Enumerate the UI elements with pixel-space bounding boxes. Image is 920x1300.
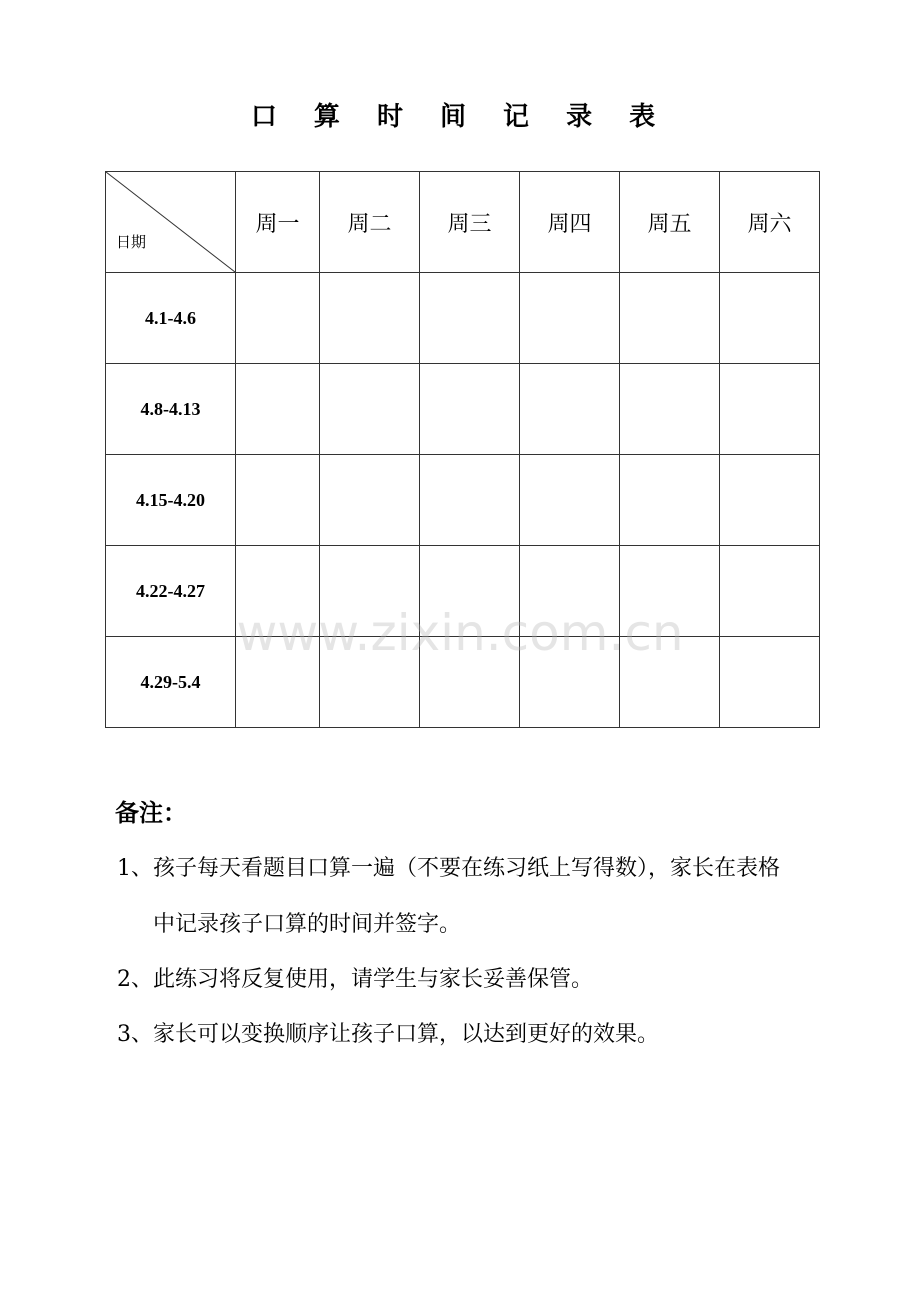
corner-label-date: 日期 (116, 233, 147, 251)
record-cell[interactable] (320, 455, 420, 546)
header-day-fri: 周五 (620, 172, 720, 273)
record-cell[interactable] (520, 546, 620, 637)
page-title: 口 算 时 间 记 录 表 (250, 102, 670, 132)
record-cell[interactable] (620, 273, 720, 364)
record-cell[interactable] (420, 546, 520, 637)
record-cell[interactable] (520, 455, 620, 546)
notes-title: 备注： (115, 799, 187, 827)
record-cell[interactable] (236, 273, 320, 364)
record-cell[interactable] (236, 364, 320, 455)
record-cell[interactable] (320, 546, 420, 637)
record-cell[interactable] (620, 546, 720, 637)
table-row (106, 637, 820, 728)
record-cell[interactable] (320, 637, 420, 728)
note-item-2: 2、此练习将反复使用，请学生与家长妥善保管。 (117, 967, 593, 992)
record-cell[interactable] (720, 455, 820, 546)
row-date-label: 4.22-4.27 (106, 546, 236, 637)
record-cell[interactable] (520, 364, 620, 455)
header-day-thu: 周四 (520, 172, 620, 273)
table-row (106, 273, 820, 364)
record-cell[interactable] (420, 273, 520, 364)
record-cell[interactable] (620, 637, 720, 728)
record-cell[interactable] (320, 364, 420, 455)
note-item-3: 3、家长可以变换顺序让孩子口算，以达到更好的效果。 (117, 1022, 659, 1047)
header-day-mon: 周一 (236, 172, 320, 273)
header-day-sat: 周六 (720, 172, 820, 273)
note-item-1-continued: 中记录孩子口算的时间并签字。 (153, 912, 462, 937)
record-cell[interactable] (620, 364, 720, 455)
row-date-label: 4.8-4.13 (106, 364, 236, 455)
record-cell[interactable] (620, 455, 720, 546)
row-date-label: 4.15-4.20 (106, 455, 236, 546)
row-date-label: 4.29-5.4 (106, 637, 236, 728)
record-cell[interactable] (420, 637, 520, 728)
header-day-tue: 周二 (320, 172, 420, 273)
header-day-wed: 周三 (420, 172, 520, 273)
table-row (106, 364, 820, 455)
record-cell[interactable] (720, 364, 820, 455)
record-cell[interactable] (236, 455, 320, 546)
note-item-1: 1、孩子每天看题目口算一遍（不要在练习纸上写得数），家长在表格 (117, 856, 780, 881)
diagonal-divider (106, 172, 235, 272)
record-cell[interactable] (320, 273, 420, 364)
record-cell[interactable] (520, 637, 620, 728)
row-date-label: 4.1-4.6 (106, 273, 236, 364)
record-cell[interactable] (236, 637, 320, 728)
time-record-table (105, 171, 820, 728)
watermark: www.zixin.com.cn (236, 604, 684, 662)
record-cell[interactable] (520, 273, 620, 364)
record-cell[interactable] (236, 546, 320, 637)
record-cell[interactable] (720, 546, 820, 637)
table-row (106, 455, 820, 546)
table-row (106, 546, 820, 637)
header-row (106, 172, 820, 273)
record-cell[interactable] (420, 455, 520, 546)
corner-header-cell (106, 172, 236, 273)
record-cell[interactable] (720, 273, 820, 364)
record-cell[interactable] (720, 637, 820, 728)
record-cell[interactable] (420, 364, 520, 455)
